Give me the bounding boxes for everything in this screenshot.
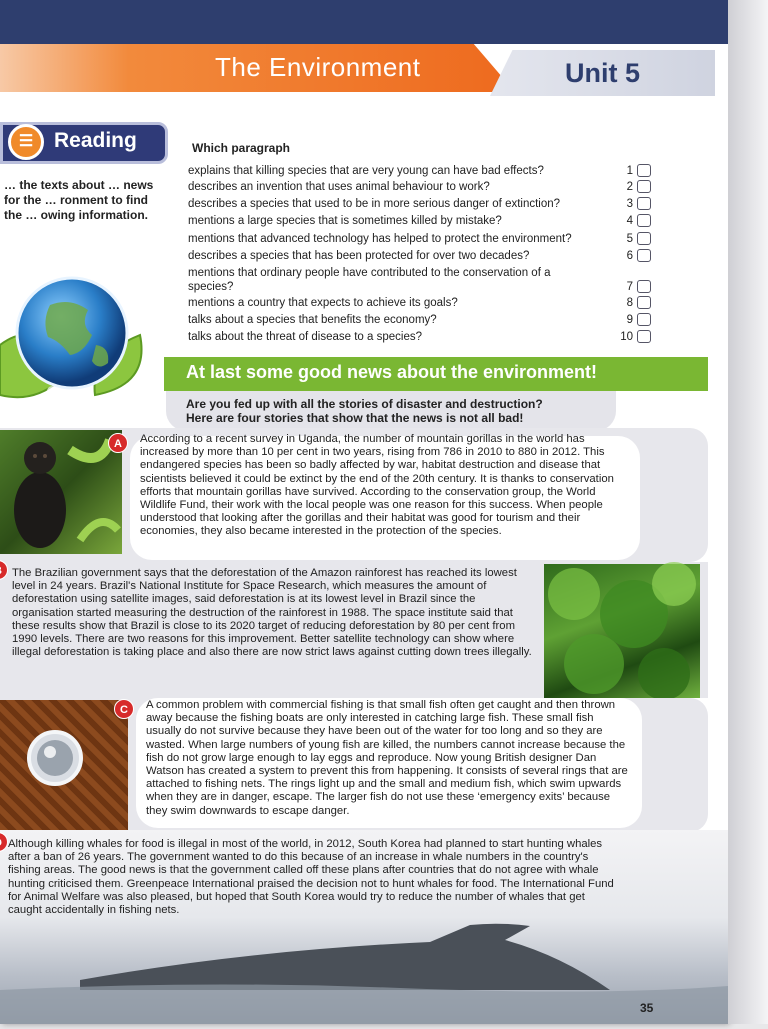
answer-box[interactable] xyxy=(637,164,651,177)
rainforest-photo xyxy=(544,564,700,698)
answer-box[interactable] xyxy=(637,232,651,245)
question-number: 10 xyxy=(620,331,633,343)
reading-label: Reading xyxy=(54,129,137,152)
question-text: talks about the threat of disease to a species? xyxy=(188,331,422,343)
article-a-marker: A xyxy=(108,433,128,453)
question-text: mentions that advanced technology has helped to protect the environment? xyxy=(188,233,572,245)
article-c-text: A common problem with commercial fishing is that small fish often get caught and then thrown away because the fishing boats are only interested in catching large fish. These small fish usually do not survive because they have been out of the water for too long and so they are wasted. When large numbers of young fish are killed, the numbers cannot increase because the fish do not grow large enough to lay eggs and reproduce. Now young British designer Dan Watson has created a system to prevent this from happening. It consists of several rings that are attached to fishing nets. The rings light up and the small and medium fish, which swim upwards when they are in danger, escape. The larger fish do not use these ‘emergency exits’ because they swim downwards to escape danger. xyxy=(146,699,628,817)
unit-label: Unit 5 xyxy=(565,58,641,88)
intro-text xyxy=(186,397,543,425)
question-text: explains that killing species that are very young can have bad effects? xyxy=(188,165,544,177)
header-strip xyxy=(0,0,728,44)
article-headline: At last some good news about the environment! xyxy=(186,362,598,382)
answer-box[interactable] xyxy=(637,197,651,210)
question-text: describes an invention that uses animal behaviour to work? xyxy=(188,181,490,193)
answer-box[interactable] xyxy=(637,180,651,193)
question-number: 1 xyxy=(626,165,633,177)
answer-box[interactable] xyxy=(637,330,651,343)
article-c-marker: C xyxy=(114,699,134,719)
question-text: mentions a country that expects to achieve its goals? xyxy=(188,297,458,309)
question-text: talks about a species that benefits the economy? xyxy=(188,314,437,326)
answer-box[interactable] xyxy=(637,296,651,309)
book-icon: ☰ xyxy=(8,124,44,160)
page-title: The Environment xyxy=(215,52,421,82)
intro-line-1: Are you fed up with all the stories of disaster and destruction? xyxy=(186,397,543,411)
page-edge xyxy=(728,0,768,1024)
question-number: 6 xyxy=(626,250,633,262)
intro-line-2: Here are four stories that show that the news is not all bad! xyxy=(186,411,524,425)
question-number: 3 xyxy=(626,198,633,210)
question-text: describes a species that used to be in more serious danger of extinction? xyxy=(188,198,561,210)
article-b-text: The Brazilian government says that the deforestation of the Amazon rainforest has reached its lowest level in 24 years. Brazil's National Institute for Space Research, which measures the amount of deforestation using satellite images, said deforestation is at its lowest level in Brazil since the organisation started measuring the destruction of the rainforest in 1988. The space institute said that these results show that Brazil is close to its 2020 target of reducing deforestation by 80 per cent from 1990 levels. There are two reasons for this improvement. Better satellite technology can show where illegal deforestation is taking place and also there are now strict laws against cutting down trees illegally. xyxy=(12,567,532,659)
answer-box[interactable] xyxy=(637,214,651,227)
article-a-text: According to a recent survey in Uganda, the number of mountain gorillas in the world has increased by more than 10 per cent in two years, rising from 786 in 2010 to 880 in 2012. This endangered species has been so badly affected by war, habitat destruction and disease that scientists believed it could be extinct by the end of the 20th century. It is thanks to conservation efforts that mountain gorillas have survived. According to the conservation group, the World Wildlife Fund, their work with the local people was one reason for this success. When people understood that looking after the gorillas and their habitat was good for tourism and their economies, they also became interested in the protection of the species. xyxy=(140,433,614,538)
question-text: describes a species that has been protected for over two decades? xyxy=(188,250,530,262)
question-number: 9 xyxy=(626,314,633,326)
question-text: mentions a large species that is sometimes killed by mistake? xyxy=(188,215,502,227)
question-number: 5 xyxy=(626,233,633,245)
fishing-net-photo xyxy=(0,700,128,830)
questions-heading: Which paragraph xyxy=(192,141,291,155)
question-number: 2 xyxy=(626,181,633,193)
question-number: 4 xyxy=(626,215,633,227)
question-text: mentions that ordinary people have contributed to the conservation of a species? xyxy=(188,267,551,293)
gorilla-photo xyxy=(0,430,122,554)
answer-box[interactable] xyxy=(637,313,651,326)
page-number: 35 xyxy=(640,1001,654,1015)
question-number: 7 xyxy=(626,281,633,293)
answer-box[interactable] xyxy=(637,280,651,293)
answer-box[interactable] xyxy=(637,249,651,262)
globe-illustration xyxy=(0,275,150,415)
reading-instruction: … the texts about … news for the … ronment to find the … owing information. xyxy=(4,178,154,222)
article-d-text: Although killing whales for food is illegal in most of the world, in 2012, South Korea had planned to start hunting whales after a ban of 26 years. The government wanted to do this because of an increase in whale numbers in the country's fishing areas. The good news is that the government called off these plans after countries that do not agree with whale hunting criticised them. Greenpeace International praised the decision not to hunt whales for food. The International Fund for Animal Welfare was also pleased, but hoped that South Korea would try to reduce the number of whales that get caught accidentally in fishing nets. xyxy=(8,838,614,917)
question-number: 8 xyxy=(626,297,633,309)
